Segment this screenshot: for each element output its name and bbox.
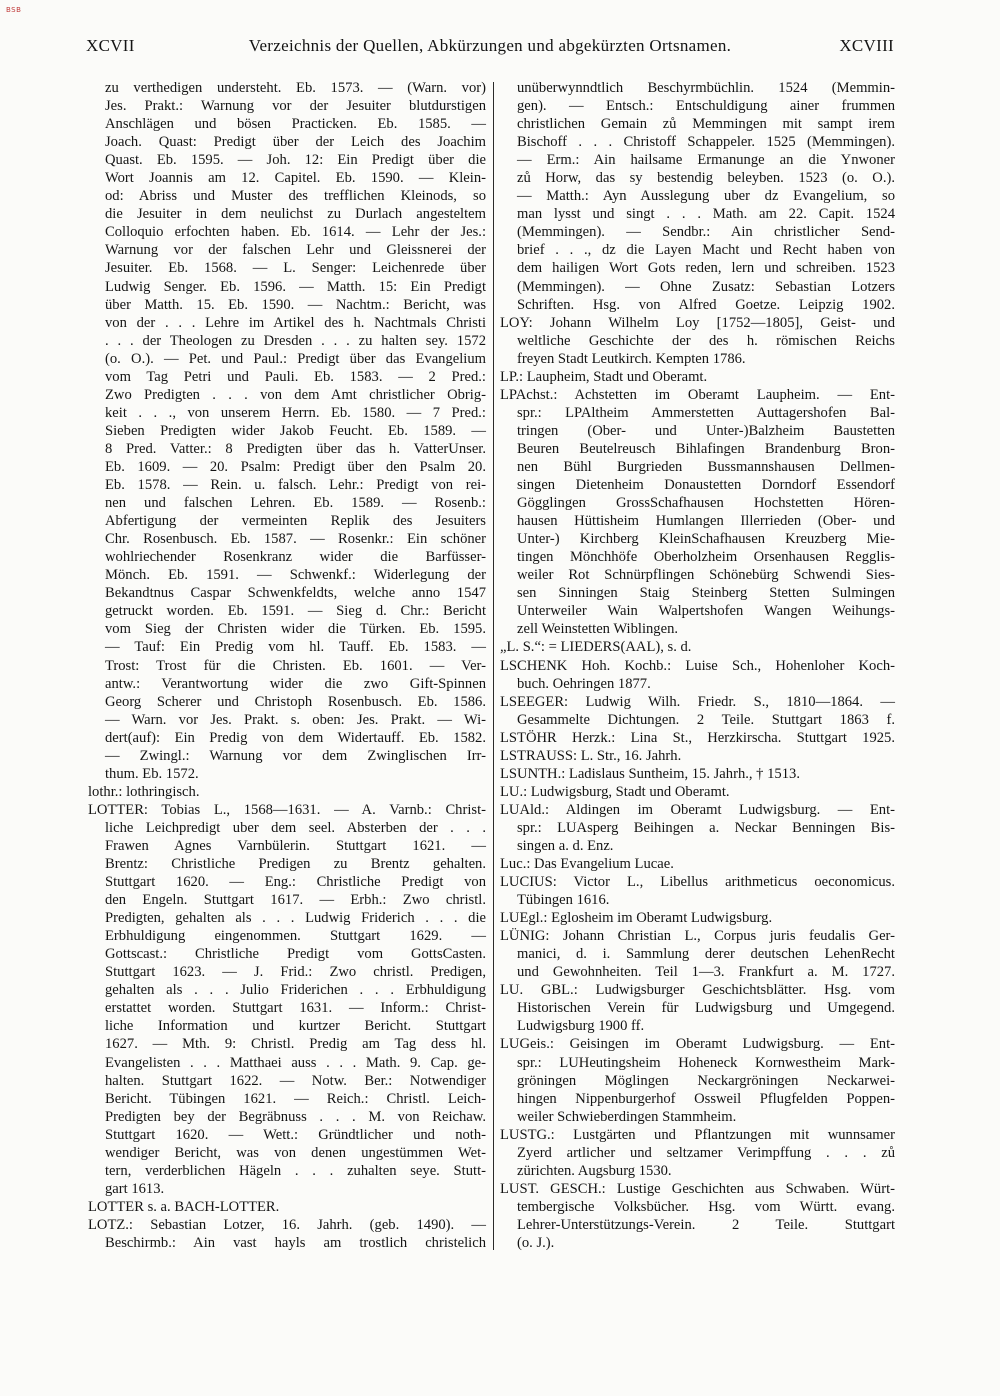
text-line: LUST. GESCH.: Lustige Geschichten aus Schwaben. Würt- (500, 1180, 895, 1197)
text-line: manici, d. i. Sammlung derer deutschen LehenRecht (517, 946, 895, 963)
text-line: (o. O.). — Pet. und Paul.: Predigt über das Evangelium (105, 350, 486, 367)
text-line: Gögglingen GrossSchafhausen Hochstetten Hören- (517, 495, 895, 512)
text-line: Luc.: Das Evangelium Lucae. (500, 856, 674, 873)
text-line: Bekandtnus Caspar Schwenkfeldts, welche anno 1547 (105, 585, 486, 602)
text-line: man lysst und singt . . . Math. am 22. Capit. 1524 (517, 206, 895, 223)
text-line: die Jesuiter in dem neulichst zu Durlach angesteltem (105, 206, 486, 223)
text-line: 1627. — Mth. 9: Christl. Predig am Tag dess hl. (105, 1036, 486, 1053)
text-line: Bericht. Tübingen 1621. — Reich.: Christl. Leich- (105, 1090, 486, 1107)
text-line: hingen Nippenburgerhof Ossweil Pflugfelden Poppen- (517, 1090, 895, 1107)
text-line: LSEEGER: Ludwig Wilh. Friedr. S., 1810—1864. — (500, 693, 895, 710)
text-line: thum. Eb. 1572. (105, 765, 199, 782)
text-line: od: Abriss und Muster des trefflichen Kleinods, so (105, 188, 486, 205)
text-line: — Zwingl.: Warnung vor dem Zwinglischen Irr- (105, 747, 486, 764)
text-line: Gottscast.: Christliche Predigt vom GottsCasten. (105, 946, 486, 963)
text-line: buch. Oehringen 1877. (517, 675, 651, 692)
text-line: sen Sinningen Staig Steinberg Stetten Sulmingen (517, 585, 895, 602)
text-line: Unterweiler Wain Walpertshofen Wangen Weihungs- (517, 603, 895, 620)
text-line: LOTTER: Tobias L., 1568—1631. — A. Varnb.: Christ- (88, 801, 486, 818)
text-line: weiler Rot Schnürpflingen Schönebürg Schwendi Sies- (517, 567, 895, 584)
text-line: „L. S.“: = LIEDERS(AAL), s. d. (500, 639, 692, 656)
text-line: Mönch. Eb. 1591. — Schwenkf.: Widerlegung der (105, 567, 486, 584)
text-line: LP.: Laupheim, Stadt und Oberamt. (500, 368, 708, 385)
text-line: erstattet worden. Stuttgart 1631. — Inform.: Christ- (105, 1000, 486, 1017)
text-line: Predigten bey der Begräbnuss . . . M. von Reichaw. (105, 1108, 486, 1125)
text-line: spr.: LUHeutingsheim Hoheneck Kornwestheim Mark- (517, 1054, 895, 1071)
text-line: Anschlägen und bösen Practicken. Eb. 1585. — (105, 116, 486, 133)
text-line: zů Horw, das sy bestendig beleyben. 1523 (o. O.). (517, 170, 895, 187)
text-line: Brentz: Christliche Predigen zu Brentz gehalten. (105, 856, 486, 873)
text-line: singen a. d. Enz. (517, 837, 614, 854)
text-line: nen und falschen Lehren. Eb. 1589. — Rosenb.: (105, 495, 486, 512)
text-line: Colloquio erfochten haben. Eb. 1614. — Lehr der Jes.: (105, 224, 486, 241)
text-line: LSCHENK Hoh. Kochb.: Luise Sch., Hohenloher Koch- (500, 657, 895, 674)
text-line: und Gewohnheiten. Teil 1—3. Frankfurt a. M. 1727. (517, 964, 895, 981)
text-line: dert(auf): Ein Predig von dem Widertauff. Eb. 1582. (105, 729, 486, 746)
text-line: Eb. 1578. — Rein. u. falsch. Lehr.: Predigt von rei- (105, 477, 486, 494)
text-line: spr.: LUAsperg Beihingen a. Neckar Benningen Bis- (517, 819, 895, 836)
text-line: Tübingen 1616. (517, 892, 610, 909)
text-line: Bischoff . . . Christoff Schappeler. 1525 (Memmingen). (517, 134, 895, 151)
text-line: Zyerd artlicher und seltzamer Verimpffung . . . zů (517, 1144, 895, 1161)
text-line: Joach. Quast: Predigt über der Leich des Joachim (105, 134, 486, 151)
text-line: gröningen Möglingen Neckargröningen Neckarwei- (517, 1072, 895, 1089)
text-line: Stuttgart 1620. — Eng.: Christliche Predigt von (105, 874, 486, 891)
text-line: . . . der Theologen zu Dresden . . . zu halten sey. 1572 (105, 332, 486, 349)
text-line: Frawen Agnes Varnbülerin. Stuttgart 1621. — (105, 837, 486, 854)
text-line: LU. GBL.: Ludwigsburger Geschichtsblätter. Hsg. vom (500, 982, 895, 999)
text-line: LUGeis.: Geisingen im Oberamt Ludwigsburg. — Ent- (500, 1036, 895, 1053)
text-line: wendiger Bericht, was von denen ungestümmen Wet- (105, 1144, 486, 1161)
text-line: liche Information und kurtzer Bericht. Stuttgart (105, 1018, 486, 1035)
left-column (88, 79, 486, 1252)
text-line: Chr. Rosenbusch. Eb. 1587. — Rosenkr.: Ein schöner (105, 531, 486, 548)
text-line: lothr.: lothringisch. (88, 783, 200, 800)
page-number-left: XCVII (86, 36, 135, 55)
text-line: LUCIUS: Victor L., Libellus arithmeticus oeconomicus. (500, 874, 895, 891)
text-line: LUAld.: Aldingen im Oberamt Ludwigsburg. — Ent- (500, 801, 895, 818)
text-line: wohlriechender Rosenkranz wider die Barfüsser- (105, 549, 486, 566)
text-line: weltliche Geschichte der des h. römischen Reichs (517, 332, 895, 349)
text-line: Ludwig Senger. Eb. 1596. — Matth. 15: Ein Predigt (105, 278, 486, 295)
text-line: Jesuiter. Eb. 1568. — L. Senger: Leichenrede über (105, 260, 486, 277)
text-line: LSTÖHR Herzk.: Lina St., Herzkirscha. Stuttgart 1925. (500, 729, 895, 746)
text-line: Schriften. Hsg. von Alfred Goetze. Leipzig 1902. (517, 296, 895, 313)
text-line: antw.: Verantwortung wider die zwo Gift-Spinnen (105, 675, 486, 692)
page-title: Verzeichnis der Quellen, Abkürzungen und abgekürzten Ortsnamen. (248, 36, 732, 55)
text-line: 8 Pred. Vatter.: 8 Predigten über das h. VatterUnser. (105, 440, 486, 457)
text-line: Wort Joannis am 12. Capitel. Eb. 1590. — Klein- (105, 170, 486, 187)
text-line: dem hailigen Wort Gots reden, lern und schreiben. 1523 (517, 260, 895, 277)
text-line: getruckt worden. Eb. 1591. — Sieg d. Chr.: Bericht (105, 603, 486, 620)
text-line: christlichen Gemain zů Memmingen mit sampt irem (517, 116, 895, 133)
column-divider (493, 82, 494, 1250)
text-line: LPAchst.: Achstetten im Oberamt Laupheim. — Ent- (500, 386, 895, 403)
text-line: Zwo Predigten . . . von dem Amt christlicher Obrig- (105, 386, 486, 403)
text-line: LSTRAUSS: L. Str., 16. Jahrh. (500, 747, 682, 764)
text-line: keit . . ., von unserem Herrn. Eb. 1580. — 7 Pred.: (105, 404, 486, 421)
text-line: (o. J.). (517, 1235, 555, 1251)
text-line: — Matth.: Ayn Ausslegung uber dz Evangelium, so (517, 188, 895, 205)
text-line: nen Bühl Burgrieden Bussmannshausen Dellmen- (517, 458, 895, 475)
text-line: Abfertigung der vermeinten Replik des Jesuiters (105, 513, 486, 530)
text-line: zell Weinstetten Wiblingen. (517, 621, 679, 638)
text-line: Historischen Verein für Ludwigsburg und Umgegend. (517, 1000, 895, 1017)
text-line: zu verthedigen understeht. Eb. 1573. — (Warn. vor) (105, 80, 486, 96)
text-line: tringen (Ober- und Unter-)Balzheim Baustetten (517, 422, 895, 439)
text-line: LOTTER s. a. BACH-LOTTER. (88, 1198, 280, 1215)
text-line: Jes. Prakt.: Warnung vor der Jesuiter blutdurstigen (105, 98, 486, 115)
text-line: weiler Schwieberdingen Stammheim. (517, 1108, 737, 1125)
text-line: über Matth. 15. Eb. 1590. — Nachtm.: Bericht, was (105, 296, 486, 313)
text-line: LU.: Ludwigsburg, Stadt und Oberamt. (500, 783, 730, 800)
text-line: LUSTG.: Lustgärten und Pflantzungen mit wunnsamer (500, 1126, 895, 1143)
text-line: gehalten als . . . Julio Friderichen . . . Erbhuldigung (105, 982, 486, 999)
text-line: Warnung vor der falschen Lehr und Gleissnerei der (105, 242, 486, 259)
page-number-right: XCVIII (839, 36, 894, 55)
text-line: den Engeln. Stuttgart 1617. — Erbh.: Zwo christl. (105, 892, 486, 909)
text-line: von der . . . Lehre im Artikel des h. Nachtmals Christi (105, 314, 486, 331)
text-line: brief . . ., dz die Layen Macht und Recht haben von (517, 242, 895, 259)
text-line: tern, verderblichen Hägeln . . . zuhalten seye. Stutt- (105, 1162, 486, 1179)
text-line: liche Leichpredigt uber dem seel. Absterben der . . . (105, 819, 486, 836)
text-line: LOY: Johann Wilhelm Loy [1752—1805], Geist- und (500, 314, 895, 331)
text-line: Predigten, gehalten als . . . Ludwig Friderich . . . die (105, 910, 486, 927)
text-line: tembergische Volksbücher. Hsg. vom Württ. evang. (517, 1198, 895, 1215)
text-line: Stuttgart 1623. — J. Frid.: Zwo christl. Predigen, (105, 964, 486, 981)
text-line: halten. Stuttgart 1622. — Notw. Ber.: Notwendiger (105, 1072, 486, 1089)
text-line: singen Dietenheim Donaustetten Dorndorf Essendorf (517, 477, 895, 494)
text-line: (Memmingen). — Ohne Zusatz: Sebastian Lotzers (517, 278, 895, 295)
right-column (500, 79, 895, 1252)
text-line: zürichten. Augsburg 1530. (517, 1162, 672, 1179)
text-line: Erbhuldigung eingenommen. Stuttgart 1629. — (105, 928, 486, 945)
text-line: Beschirmb.: Ain vast hayls am trostlich christelich (105, 1235, 486, 1251)
text-line: vom Tag Petri und Pauli. Eb. 1583. — 2 Pred.: (105, 368, 486, 385)
text-line: LOTZ.: Sebastian Lotzer, 16. Jahrh. (geb. 1490). — (88, 1216, 486, 1233)
text-line: tingen Mönchhöfe Oberholzheim Orsenhausen Regglis- (517, 549, 895, 566)
text-line: Unter-) Kirchberg KleinSchafhausen Kreuzberg Mie- (517, 531, 895, 548)
text-line: spr.: LPAltheim Ammerstetten Auttagershofen Bal- (517, 404, 895, 421)
text-line: (Memmingen). — Sendbr.: Ain christlicher Send- (517, 224, 895, 241)
text-line: — Warn. vor Jes. Prakt. s. oben: Jes. Prakt. — Wi- (105, 711, 486, 728)
text-line: Lehrer-Unterstützungs-Verein. 2 Teile. Stuttgart (517, 1216, 895, 1233)
text-line: vom Sieg der Christen wider die Türken. Eb. 1595. (105, 621, 486, 638)
text-line: unüberwynndtlich Beschyrmbüchlin. 1524 (Memmin- (517, 80, 895, 96)
text-line: Gesammelte Dichtungen. 2 Teile. Stuttgart 1863 f. (517, 711, 895, 728)
text-line: Georg Scherer und Christoph Rosenbusch. Eb. 1586. (105, 693, 486, 710)
text-line: Quast. Eb. 1595. — Joh. 12: Ein Predigt über die (105, 152, 486, 169)
text-line: Sieben Predigten wider Jakob Feucht. Eb. 1589. — (105, 422, 486, 439)
text-line: — Tauf: Ein Predig vom hl. Tauff. Eb. 1583. — (105, 639, 486, 656)
text-line: Evangelisten . . . Matthaei auss . . . Math. 9. Cap. ge- (105, 1054, 486, 1071)
text-line: LSUNTH.: Ladislaus Suntheim, 15. Jahrh., † 1513. (500, 765, 800, 782)
library-stamp: BSB (6, 6, 22, 14)
text-line: gen). — Entsch.: Entschuldigung ainer frummen (517, 98, 895, 115)
text-line: — Erm.: Ain hailsame Ermanunge an die Ynwoner (517, 152, 895, 169)
text-line: Stuttgart 1620. — Wett.: Gründtlicher und noth- (105, 1126, 486, 1143)
text-line: Eb. 1609. — 20. Psalm: Predigt über den Psalm 20. (105, 458, 486, 475)
text-line: LÜNIG: Johann Christian L., Corpus juris feudalis Ger- (500, 928, 895, 945)
text-line: freyen Stadt Leutkirch. Kempten 1786. (517, 350, 746, 367)
text-line: gart 1613. (105, 1180, 165, 1197)
text-line: hausen Hüttisheim Humlangen Illerrieden (Ober- und (517, 513, 895, 530)
text-line: Beuren Beutelreusch Bihlafingen Brandenburg Bron- (517, 440, 895, 457)
text-line: Trost: Trost für die Christen. Eb. 1601. — Ver- (105, 657, 486, 674)
text-line: Ludwigsburg 1900 ff. (517, 1018, 645, 1035)
text-line: LUEgl.: Eglosheim im Oberamt Ludwigsburg. (500, 910, 773, 927)
page-header (86, 36, 894, 60)
